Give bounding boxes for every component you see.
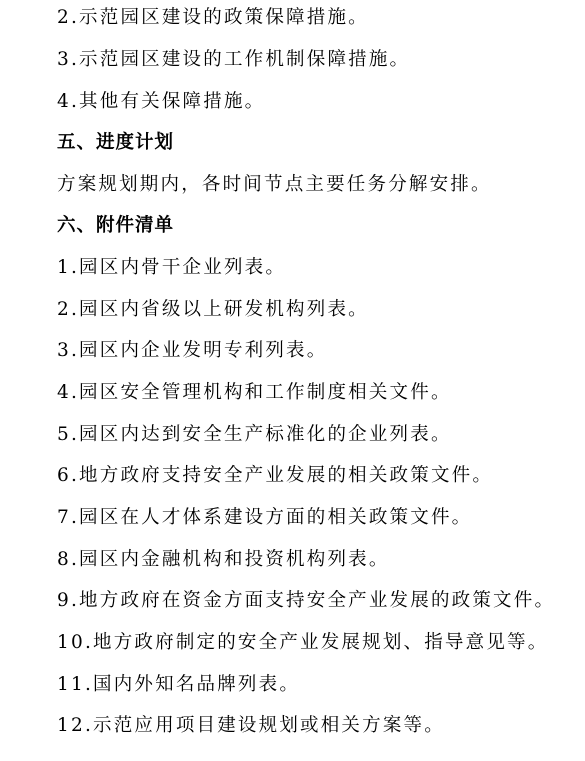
attachment-item: 6.地方政府支持安全产业发展的相关政策文件。 (57, 465, 494, 486)
attachment-item: 8.园区内金融机构和投资机构列表。 (57, 549, 390, 570)
section-heading-schedule: 五、进度计划 (57, 132, 175, 153)
attachment-item: 5.园区内达到安全生产标准化的企业列表。 (57, 424, 452, 445)
list-item-other-measures: 4.其他有关保障措施。 (57, 91, 266, 112)
attachment-item: 2.园区内省级以上研发机构列表。 (57, 299, 369, 320)
list-item-policy-measures: 2.示范园区建设的政策保障措施。 (57, 7, 369, 28)
attachment-item: 10.地方政府制定的安全产业发展规划、指导意见等。 (57, 632, 549, 653)
section-body-schedule: 方案规划期内，各时间节点主要任务分解安排。 (57, 174, 492, 195)
section-heading-attachments: 六、附件清单 (57, 215, 175, 236)
attachment-item: 1.园区内骨干企业列表。 (57, 257, 287, 278)
attachment-item: 3.园区内企业发明专利列表。 (57, 340, 328, 361)
attachment-item: 12.示范应用项目建设规划或相关方案等。 (57, 715, 445, 736)
attachment-item: 11.国内外知名品牌列表。 (57, 674, 301, 695)
attachment-item: 7.园区在人才体系建设方面的相关政策文件。 (57, 507, 473, 528)
attachment-item: 4.园区安全管理机构和工作制度相关文件。 (57, 382, 452, 403)
list-item-mechanism-measures: 3.示范园区建设的工作机制保障措施。 (57, 49, 411, 70)
attachment-item: 9.地方政府在资金方面支持安全产业发展的政策文件。 (57, 590, 556, 611)
